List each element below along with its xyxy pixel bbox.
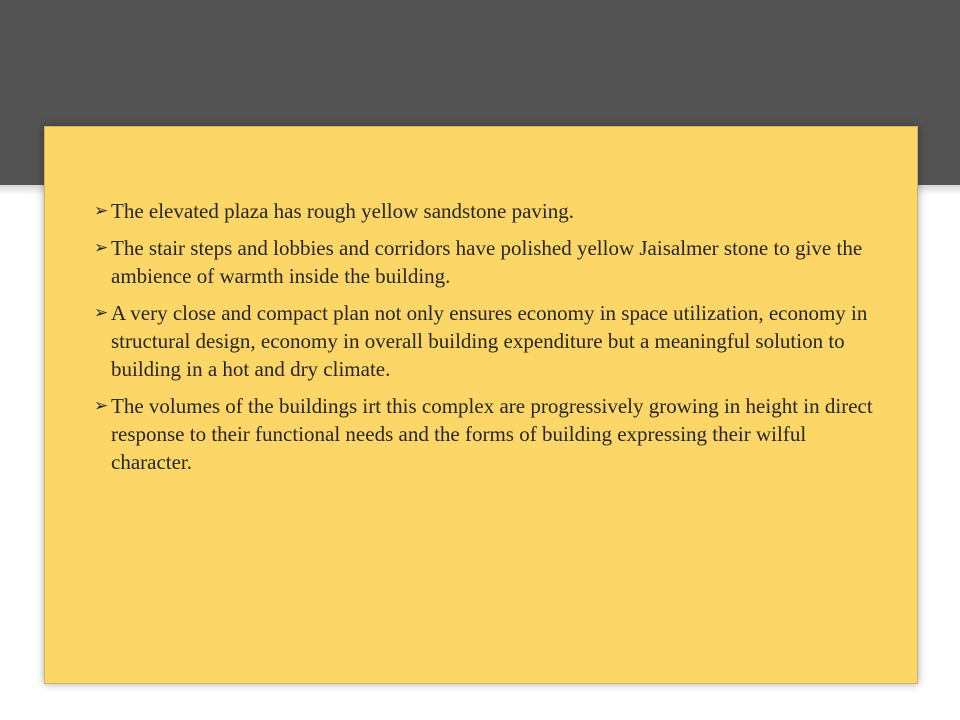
bullet-text: A very close and compact plan not only ensures economy in space utilization, economy in structural design, economy in overall building expenditure but a meaningful solution to building in a hot and dry climate. [111, 301, 868, 381]
bullet-item-building-volumes [94, 392, 884, 476]
arrow-bullet-icon: ➢ [94, 238, 109, 258]
bullet-item-plaza-paving [94, 197, 884, 225]
arrow-bullet-icon: ➢ [94, 396, 109, 416]
bullet-list [94, 197, 884, 485]
bullet-text: The volumes of the buildings irt this complex are progressively growing in height in direct response to their functional needs and the forms of building expressing their wilful character. [111, 394, 873, 474]
bullet-item-compact-plan [94, 299, 884, 383]
bullet-item-jaisalmer-stone [94, 234, 884, 290]
arrow-bullet-icon: ➢ [94, 303, 109, 323]
bullet-text: The stair steps and lobbies and corridors have polished yellow Jaisalmer stone to give the ambience of warmth inside the building. [111, 236, 863, 288]
arrow-bullet-icon: ➢ [94, 201, 109, 221]
bullet-text: The elevated plaza has rough yellow sandstone paving. [111, 199, 575, 223]
